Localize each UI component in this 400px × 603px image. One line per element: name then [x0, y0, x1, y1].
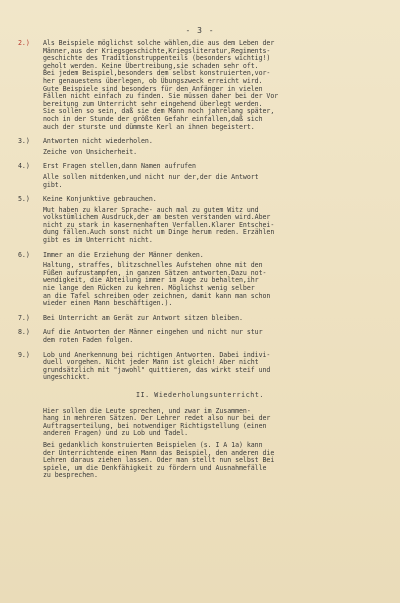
list-item-4 [18, 163, 382, 189]
list-item-8 [18, 329, 382, 344]
item-text: Auf die Antworten der Männer eingehen und nicht nur stur dem roten Faden folgen. [43, 328, 263, 344]
item-explanation: Mut haben zu klarer Sprache- auch mal zu gutem Witz und volkstümlichem Ausdruck,der am besten verstanden wird.Aber nicht zu stark in kasernenhaften Verfallen.Klarer Entschei- dung fällen.Auch sonst nicht um Dinge herum reden. Erzählen gibt es im Unterricht nicht. [43, 205, 275, 245]
list-item-2 [18, 40, 382, 131]
item-explanation: Haltung, straffes, blitzschnelles Aufstehen ohne mit den Füßen aufzustampfen, in ganzen Sätzen antworten.Dazu not- wendigkeit, die Abteilung immer im Auge zu behalten,ihr nie lange den Rücken zu kehren. Möglichst wenig selber an die Tafel schreiben oder zeichnen, damit kann man schon wieder einen Mann beschäftigen.). [43, 261, 271, 308]
item-number: 9.) [18, 350, 30, 359]
item-number: 5.) [18, 195, 30, 204]
item-text: Antworten nicht wiederholen. [43, 137, 153, 146]
item-explanation: Zeiche von Unsicherheit. [43, 147, 138, 156]
item-text: Keine Konjunktive gebrauchen. [43, 195, 157, 204]
paragraph: Hier sollen die Leute sprechen, und zwar im Zusammen- hang in mehreren Sätzen. Der Lehrer redet also nur bei der Auftragserteilung, bei notwendiger Richtigstellung (einen anderen Fragen) und zu Lob und Tadel. [43, 406, 271, 438]
item-text: Als Beispiele möglichst solche wählen,die aus dem Leben der Männer,aus der Kriegsgeschichte,Kriegsliteratur,Regiments- geschichte des Traditionstruppenteils (besonders wichtig!) geholt werden. Keine Übertreibung,sie schaden sehr oft. Bei jedem Beispiel,besonders dem selbst konstruierten,vor- her genauestens überlegen, ob Übungszweck erreicht wird. Gute Beispiele sind besonders für den Anfänger in vielen Fällen nicht einfach zu finden. Sie müssen daher bei der Vor bereitung zum Unterricht sehr eingehend überlegt werden. Sie sollen so sein, daß sie dem Mann noch jahrelang später, noch in der Stunde der größten Gefahr einfallen,daß sich auch der sturste und dümmste Kerl an ihnen begeistert. [43, 39, 279, 131]
list-item-9 [18, 352, 382, 382]
item-number: 6.) [18, 250, 30, 259]
list-item-7 [18, 315, 382, 323]
section-heading: II. Wiederholungsunterricht. [136, 390, 264, 399]
item-explanation: Alle sollen mitdenken,und nicht nur der,der die Antwort gibt. [43, 172, 259, 189]
item-number: 3.) [18, 137, 30, 146]
item-text: Bei Unterricht am Gerät zur Antwort sitzen bleiben. [43, 313, 243, 322]
list-item-6 [18, 252, 382, 308]
paragraph: Bei gedanklich konstruierten Beispielen (s. I A 1a) kann der Unterrichtende einen Mann das Beispiel, den anderen die Lehren daraus ziehen lassen. Oder man stellt nun selbst Bei spiele, um die Denkfähigkeit zu fördern und Ausnahmefälle zu besprechen. [43, 440, 275, 480]
item-text: Immer an die Erziehung der Männer denken. [43, 250, 204, 259]
item-text: Lob und Anerkennung bei richtigen Antworten. Dabei indivi- duell vorgehen. Nicht jeder Mann ist gleich! Aber nicht grundsätzlich mit "jawohl" quittieren, das wirkt steif und ungeschickt. [43, 350, 271, 382]
list-item-5 [18, 196, 382, 245]
page-number: - 3 - [185, 26, 215, 35]
item-number: 7.) [18, 313, 30, 322]
item-number: 4.) [18, 162, 30, 171]
list-item-3 [18, 138, 382, 156]
document-body [18, 40, 382, 484]
item-text: Erst Fragen stellen,dann Namen aufrufen [43, 162, 196, 171]
item-number: 8.) [18, 328, 30, 337]
item-number: 2.) [18, 39, 30, 47]
